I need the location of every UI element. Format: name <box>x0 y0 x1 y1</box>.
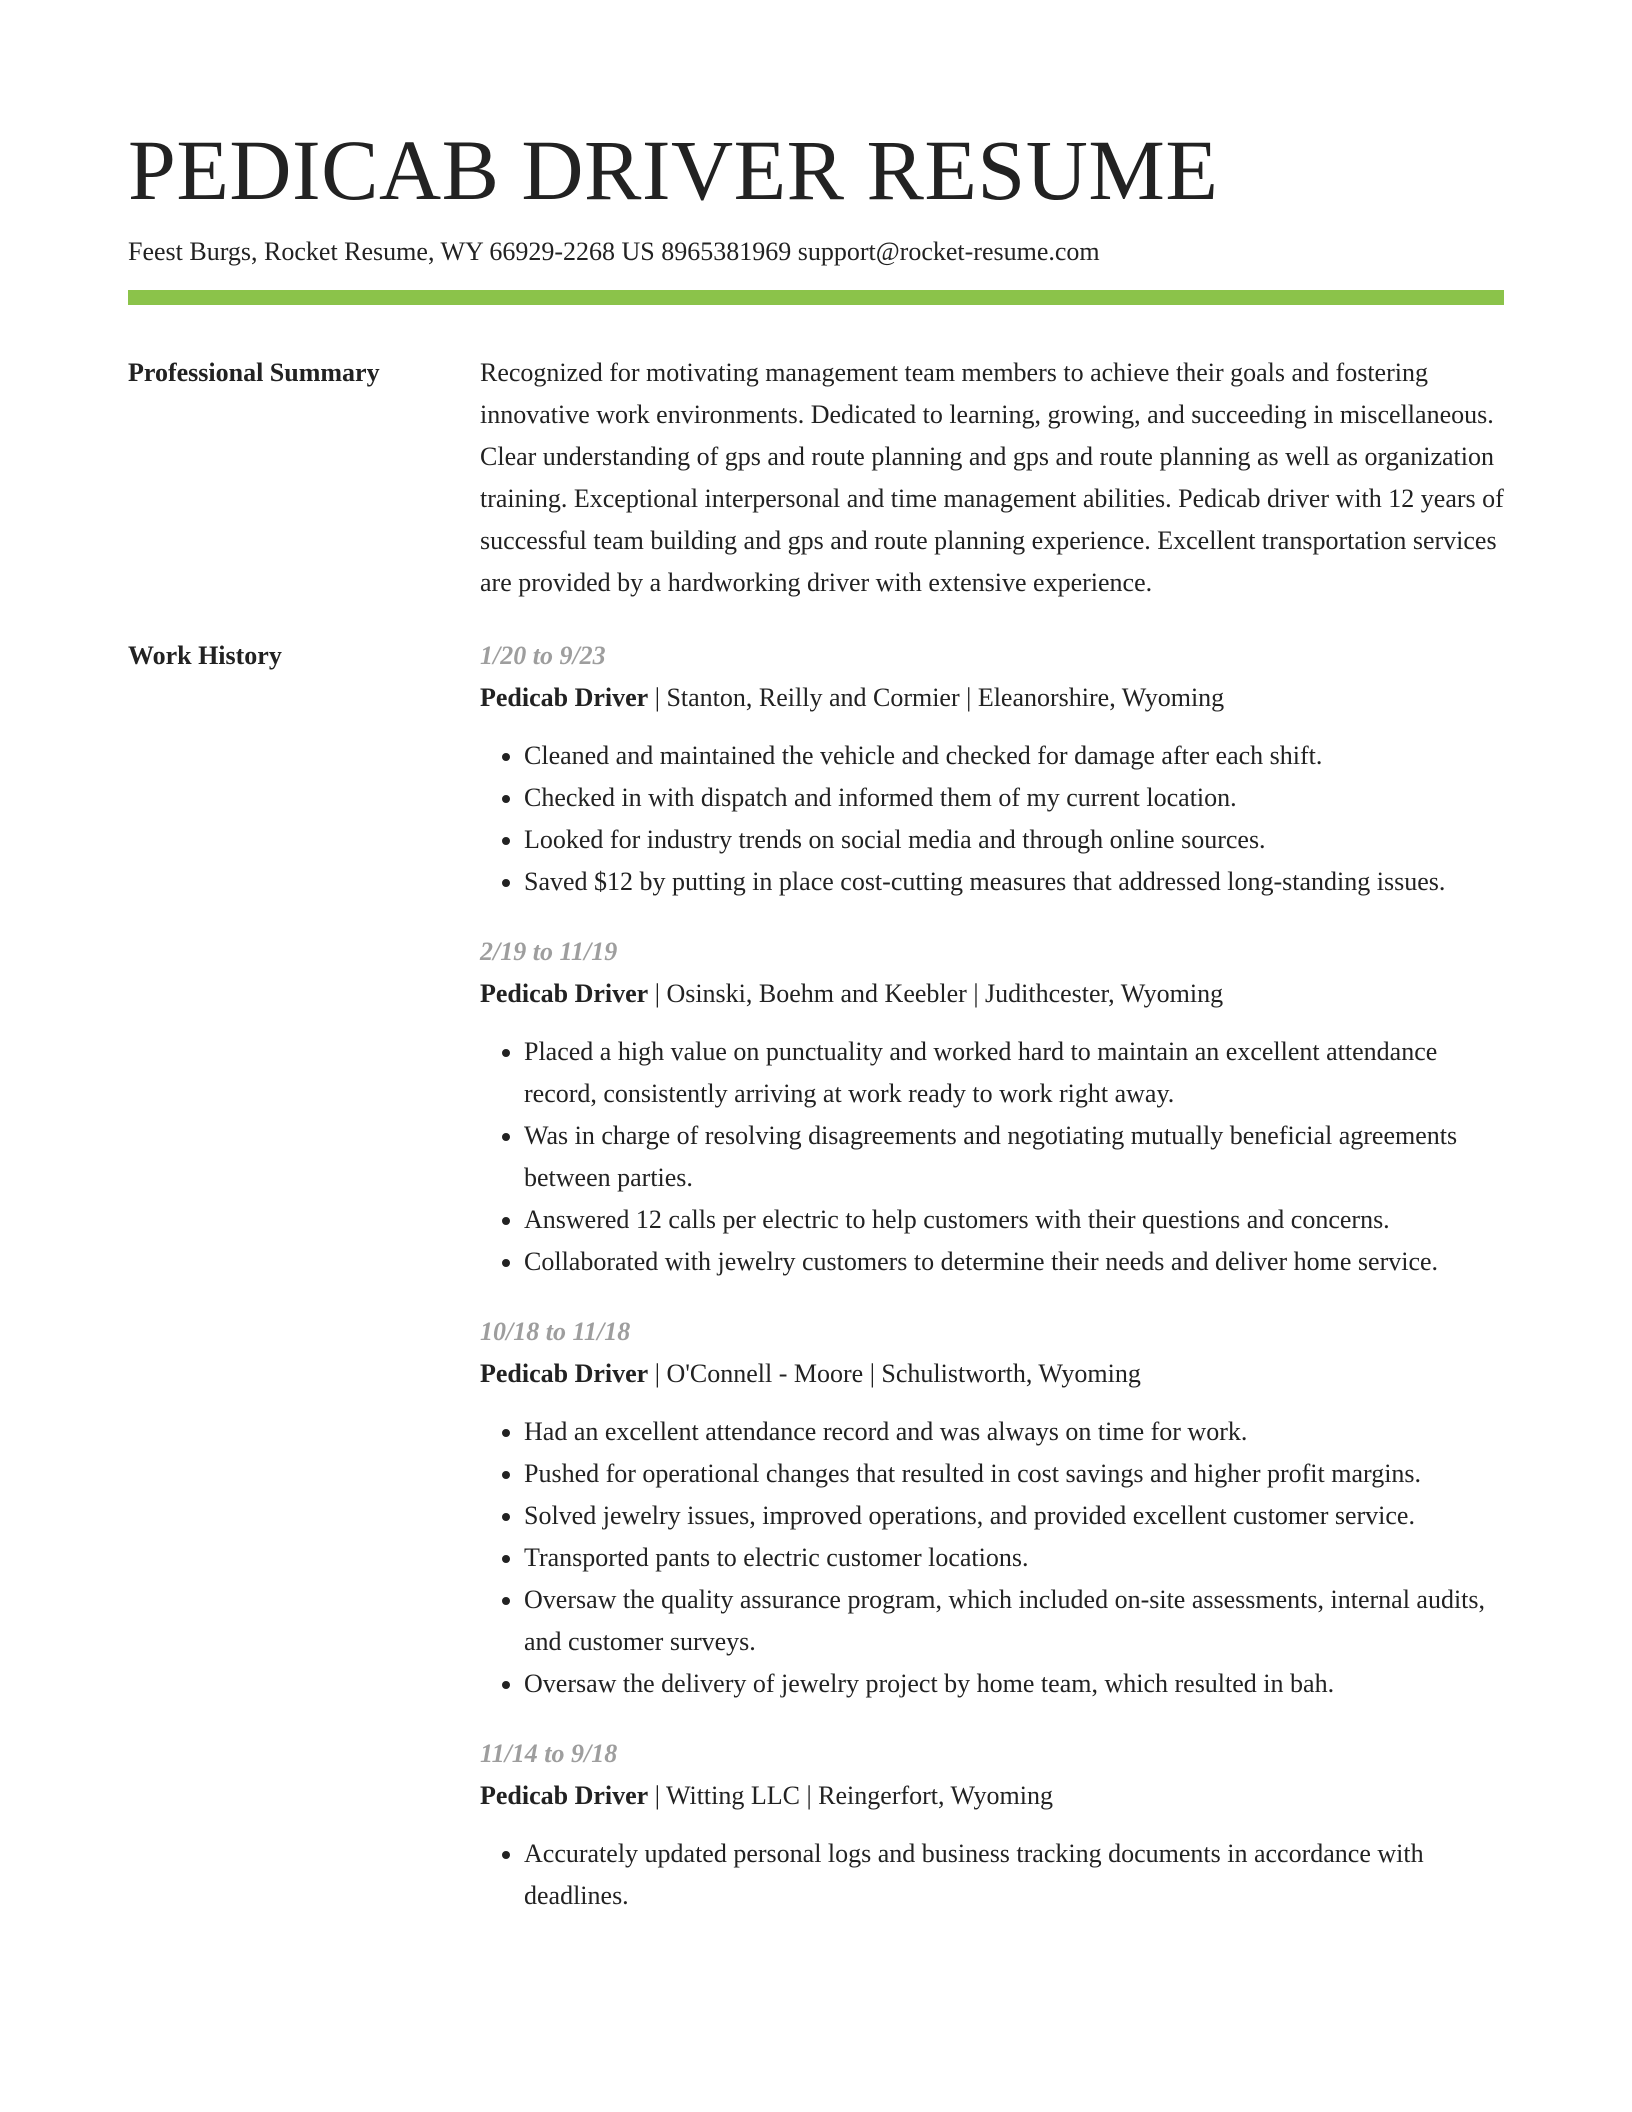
job-bullet-list <box>480 735 1504 903</box>
job-bullet: • Transported pants to electric customer locations. <box>524 1537 1504 1579</box>
job-heading <box>480 1775 1504 1817</box>
job-bullet: • Saved $12 by putting in place cost-cutting measures that addressed long-standing issues. <box>524 861 1504 903</box>
job-bullet: • Had an excellent attendance record and was always on time for work. <box>524 1411 1504 1453</box>
job-dates: 11/14 to 9/18 <box>480 1739 618 1768</box>
job-entry <box>480 635 1504 903</box>
job-bullet: • Checked in with dispatch and informed them of my current location. <box>524 777 1504 819</box>
job-dates: 2/19 to 11/19 <box>480 937 618 966</box>
work-history-section <box>128 640 1504 1917</box>
job-bullet: • Answered 12 calls per electric to help customers with their questions and concerns. <box>524 1199 1504 1241</box>
job-entry <box>480 1311 1504 1705</box>
job-employer-location: | Osinski, Boehm and Keebler | Judithcester, Wyoming <box>648 979 1224 1008</box>
job-bullet: • Looked for industry trends on social media and through online sources. <box>524 819 1504 861</box>
job-bullet-list <box>480 1833 1504 1917</box>
job-employer-location: | Witting LLC | Reingerfort, Wyoming <box>648 1781 1053 1810</box>
job-bullet: • Solved jewelry issues, improved operations, and provided excellent customer service. <box>524 1495 1504 1537</box>
contact-line: Feest Burgs, Rocket Resume, WY 66929-2268 US 8965381969 support@rocket-resume.com <box>128 237 1100 266</box>
section-label-summary: Professional Summary <box>128 358 380 387</box>
resume-title: PEDICAB DRIVER RESUME <box>128 122 1219 218</box>
job-title: Pedicab Driver <box>480 683 649 712</box>
job-title: Pedicab Driver <box>480 1781 649 1810</box>
job-bullet-list <box>480 1031 1504 1283</box>
job-entry <box>480 1733 1504 1917</box>
summary-text: Recognized for motivating management team members to achieve their goals and fostering innovative work environments. Dedicated to learning, growing, and succeeding in miscellaneous. Clear understanding of gps and route planning and gps and route planning as well as organization training. Exceptional interpersonal and time management abilities. Pedicab driver with 12 years of successful team building and gps and route planning experience. Excellent transportation services are provided by a hardworking driver with extensive experience. <box>480 358 1504 597</box>
job-employer-location: | Stanton, Reilly and Cormier | Eleanorshire, Wyoming <box>648 683 1225 712</box>
job-dates: 1/20 to 9/23 <box>480 641 606 670</box>
job-title: Pedicab Driver <box>480 979 649 1008</box>
job-title: Pedicab Driver <box>480 1359 649 1388</box>
job-dates: 10/18 to 11/18 <box>480 1317 631 1346</box>
job-bullet: • Accurately updated personal logs and business tracking documents in accordance with deadlines. <box>524 1833 1504 1917</box>
job-entry <box>480 931 1504 1283</box>
job-bullet: • Was in charge of resolving disagreements and negotiating mutually beneficial agreements between parties. <box>524 1115 1504 1199</box>
section-label-work-history: Work History <box>128 641 282 670</box>
job-heading <box>480 973 1504 1015</box>
header-divider <box>128 290 1504 305</box>
job-bullet: • Collaborated with jewelry customers to determine their needs and deliver home service. <box>524 1241 1504 1283</box>
job-bullet: • Pushed for operational changes that resulted in cost savings and higher profit margins. <box>524 1453 1504 1495</box>
job-employer-location: | O'Connell - Moore | Schulistworth, Wyoming <box>648 1359 1141 1388</box>
professional-summary-section <box>128 357 1504 604</box>
job-bullet: • Oversaw the quality assurance program, which included on-site assessments, internal audits, and customer surveys. <box>524 1579 1504 1663</box>
job-heading <box>480 677 1504 719</box>
job-heading <box>480 1353 1504 1395</box>
job-bullet: • Oversaw the delivery of jewelry project by home team, which resulted in bah. <box>524 1663 1504 1705</box>
job-bullet: • Cleaned and maintained the vehicle and checked for damage after each shift. <box>524 735 1504 777</box>
job-bullet: • Placed a high value on punctuality and worked hard to maintain an excellent attendance record, consistently arriving at work ready to work right away. <box>524 1031 1504 1115</box>
job-bullet-list <box>480 1411 1504 1705</box>
resume-page <box>128 118 1504 1917</box>
job-list <box>480 635 1504 1917</box>
